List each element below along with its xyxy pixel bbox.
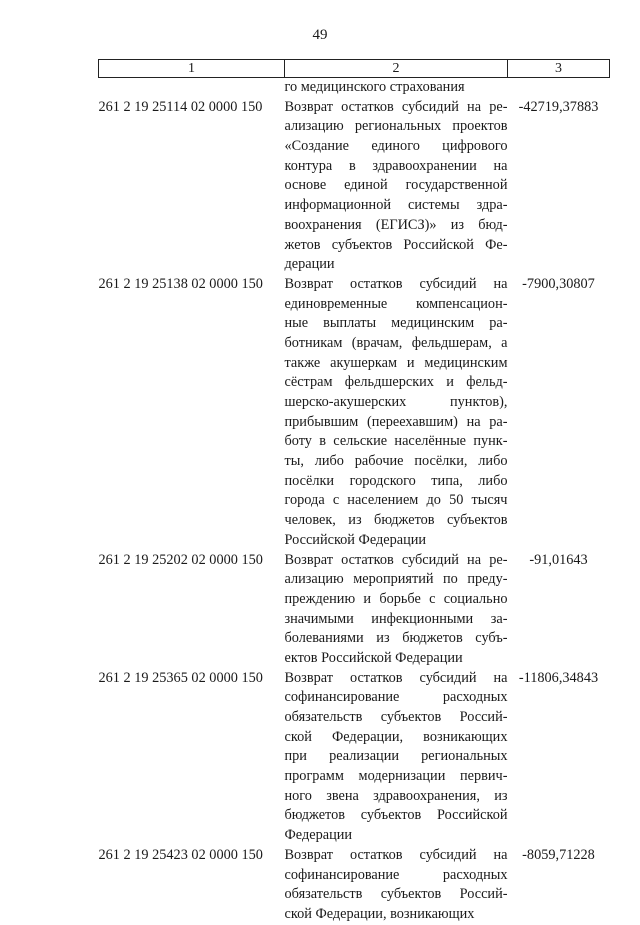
description-line: ской Федерации, возникающих (284, 905, 475, 922)
description-line: информационной системы здра- (284, 197, 508, 214)
description-line: ализацию региональных проектов (284, 118, 508, 135)
description-line: ного звена здравоохранения, из (284, 787, 508, 804)
description (285, 275, 508, 551)
description-line: Возврат остатков субсидий на (284, 275, 508, 292)
amount: -91,01643 (529, 551, 588, 568)
description-line: программ модернизации первич- (284, 768, 508, 785)
description-line: Федерации (284, 827, 353, 844)
table-header-row (99, 60, 610, 78)
table-row (99, 551, 610, 669)
table-body (99, 78, 610, 925)
table-row (99, 98, 610, 275)
description-line: основе единой государственной (284, 177, 508, 194)
budget-code: 261 2 19 25138 02 0000 150 (98, 275, 263, 292)
description-line: посёлки городского типа, либо (284, 472, 508, 489)
description-line: Возврат остатков субсидий на ре- (284, 98, 508, 115)
description-line: софинансирование расходных (284, 689, 508, 706)
description-line: бюджетов субъектов Российской (284, 807, 508, 824)
table-row (99, 669, 610, 846)
description-line: человек, из бюджетов субъектов (284, 512, 508, 529)
description-line: дерации (284, 256, 335, 273)
description-line: болеваниями из бюджетов субъ- (284, 630, 508, 647)
description-line: обязательств субъектов Россий- (284, 709, 508, 725)
description-line: боту в сельские населённые пунк- (284, 433, 508, 450)
description-line: контура в здравоохранении на (284, 157, 508, 174)
description-line: сёстрам фельдшерских и фельд- (284, 374, 508, 391)
description (285, 551, 508, 669)
amount: -11806,34843 (518, 669, 599, 686)
column-header-3: 3 (508, 60, 610, 78)
description-line: жетов субъектов Российской Фе- (284, 236, 508, 253)
description-line: ской Федерации, возникающих (284, 728, 508, 745)
description-line: единовременные компенсацион- (284, 295, 508, 312)
description-line: значимыми инфекционными за- (284, 610, 508, 627)
description-line: Возврат остатков субсидий на ре- (284, 551, 508, 568)
budget-code: 261 2 19 25114 02 0000 150 (98, 98, 263, 115)
page-number: 49 (312, 27, 328, 43)
budget-code: 261 2 19 25202 02 0000 150 (98, 551, 263, 568)
description-line: при реализации региональных (284, 748, 508, 765)
amount: -42719,37883 (518, 98, 599, 115)
description-line: шерско-акушерских пунктов), (284, 394, 508, 410)
description-line: прибывшим (переехавшим) на ра- (284, 413, 508, 430)
description (285, 98, 508, 275)
description-line: города с населением до 50 тысяч (284, 492, 508, 509)
description-line: преждению и борьбе с социально (284, 590, 508, 607)
description-line: также акушеркам и медицинским (284, 354, 508, 371)
column-header-1: 1 (99, 60, 285, 78)
description-line: софинансирование расходных (284, 866, 508, 883)
description-line: Возврат остатков субсидий на (284, 669, 508, 686)
amount: -8059,71228 (522, 846, 595, 863)
amount: -7900,30807 (522, 275, 595, 292)
column-header-2: 2 (285, 60, 508, 78)
description-line: ектов Российской Федерации (284, 649, 463, 666)
description-line: воохранения (ЕГИСЗ)» из бюд- (284, 216, 508, 233)
budget-code: 261 2 19 25423 02 0000 150 (98, 846, 263, 863)
table-row (99, 846, 610, 925)
budget-table (98, 59, 610, 925)
description-line: ботникам (врачам, фельдшерам, а (284, 334, 508, 351)
description-line: ные выплаты медицинским ра- (284, 315, 508, 332)
table-row (99, 275, 610, 551)
description-line: Российской Федерации (284, 531, 427, 548)
description-line: «Создание единого цифрового (284, 138, 508, 155)
description-line: ты, либо рабочие посёлки, либо (284, 453, 508, 470)
description-line: Возврат остатков субсидий на (284, 846, 508, 863)
description-line: обязательств субъектов Россий- (284, 886, 508, 903)
continuation-text: го медицинского страхования (284, 79, 465, 95)
continuation-row (99, 78, 610, 98)
budget-code: 261 2 19 25365 02 0000 150 (98, 669, 263, 686)
description (285, 669, 508, 846)
description-line: ализацию мероприятий по преду- (284, 571, 508, 588)
description (285, 846, 508, 925)
